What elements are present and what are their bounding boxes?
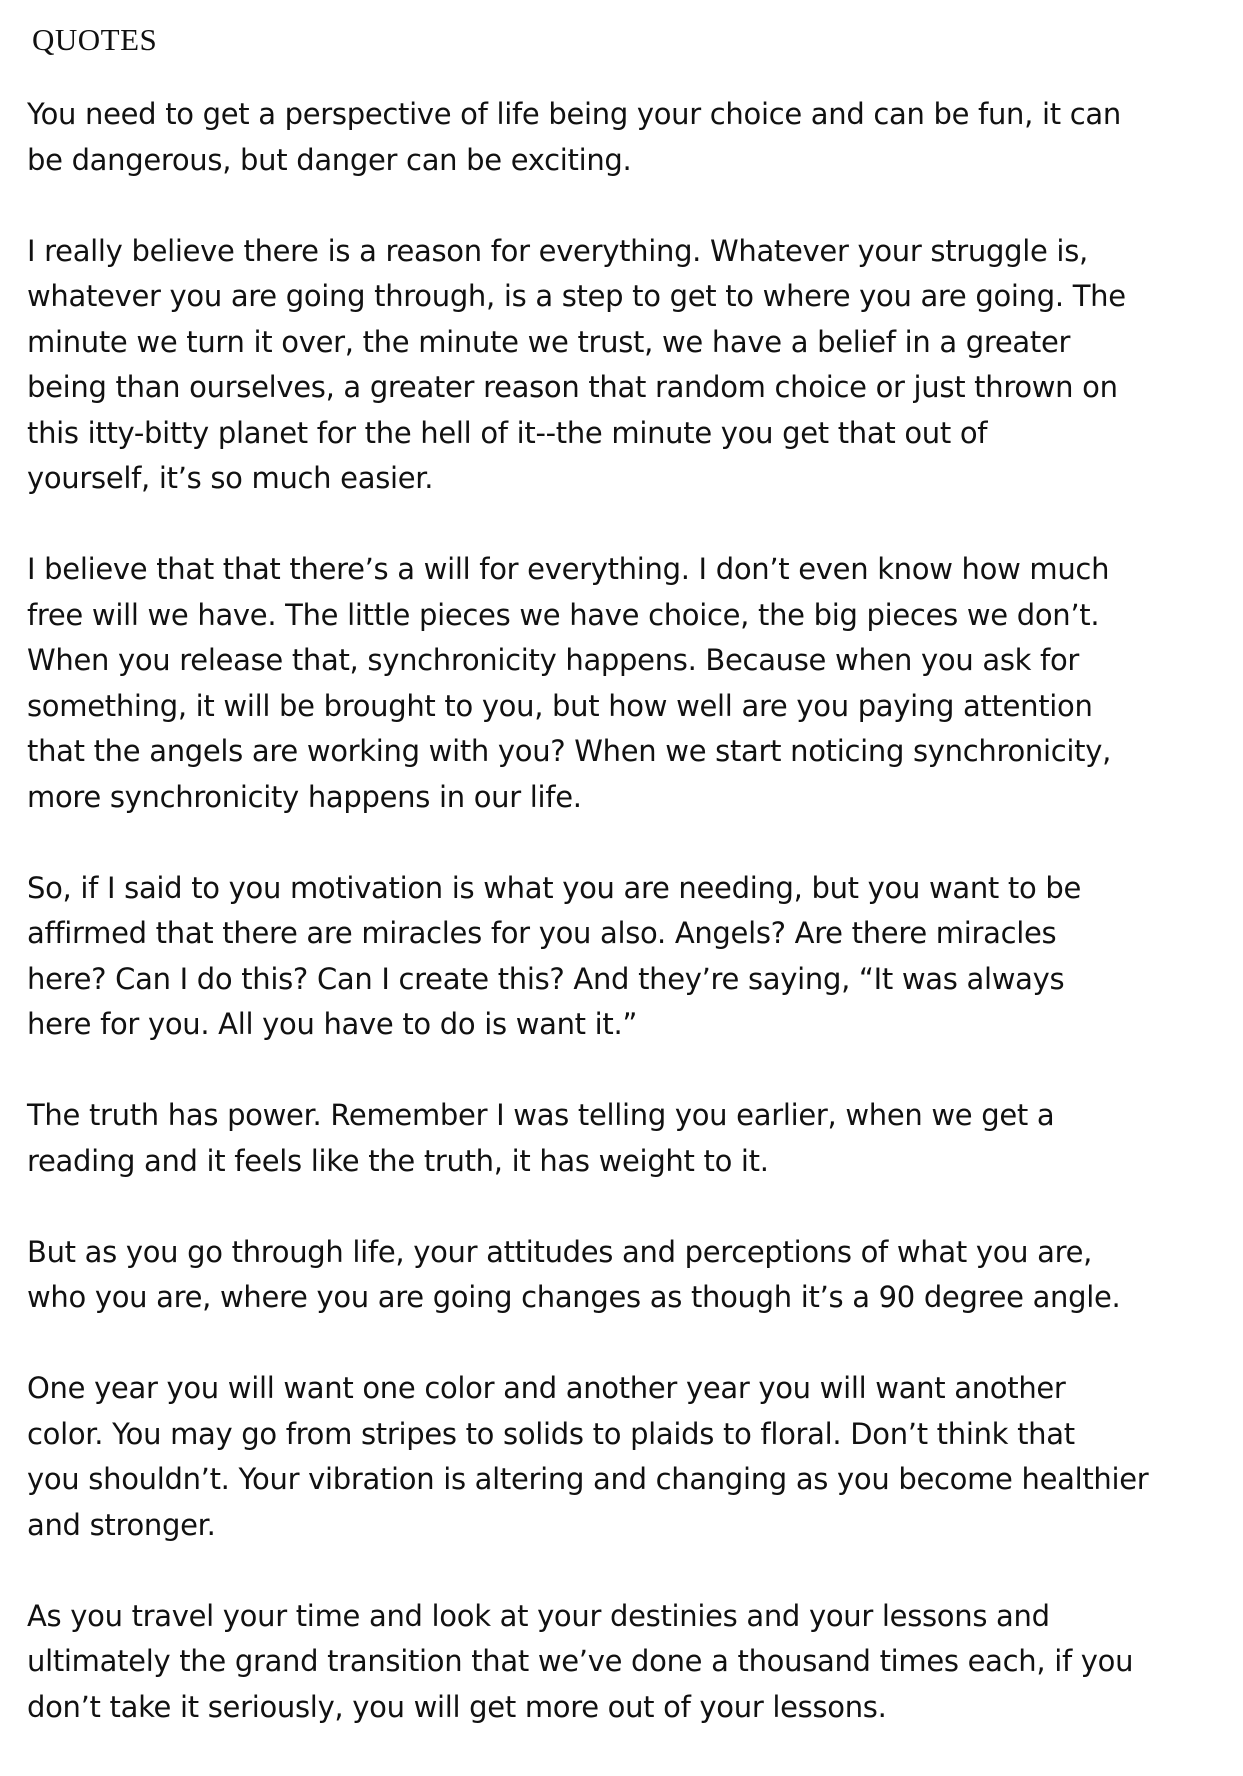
quote-paragraph: You need to get a perspective of life being your choice and can be fun, it can be dangerous, but danger can be exciting. bbox=[27, 97, 1121, 177]
quote-paragraph: But as you go through life, your attitudes and perceptions of what you are, who you are, where you are going changes as though it’s a 90 degree angle. bbox=[27, 1234, 1121, 1314]
page-heading: QUOTES bbox=[32, 22, 158, 57]
quote-paragraph: One year you will want one color and another year you will want another color. You may go from stripes to solids to plaids to floral. Don’t think that you shouldn’t. Your vibration is altering and changing as you become healthier and stronger. bbox=[27, 1371, 1149, 1542]
quote-paragraph: So, if I said to you motivation is what you are needing, but you want to be affirmed that there are miracles for you also. Angels? Are there miracles here? Can I do this? Can I create this? And they’re saying, “It was always here for you. All you have to do is want it.” bbox=[27, 870, 1081, 1041]
quotes-body bbox=[27, 92, 1227, 1776]
quote-paragraph: I really believe there is a reason for everything. Whatever your struggle is, whatever you are going through, is a step to get to where you are going. The minute we turn it over, the minute we trust, we have a belief in a greater being than ourselves, a greater reason that random choice or just thrown on this itty-bitty planet for the hell of it--the minute you get that out of yourself, it’s so much easier. bbox=[27, 233, 1126, 495]
quote-paragraph: As you travel your time and look at your destinies and your lessons and ultimately the grand transition that we’ve done a thousand times each, if you don’t take it seriously, you will get more out of your lessons. bbox=[27, 1598, 1134, 1724]
quote-paragraph: I believe that that there’s a will for everything. I don’t even know how much free will we have. The little pieces we have choice, the big pieces we don’t. When you release that, synchronicity happens. Because when you ask for something, it will be brought to you, but how well are you paying attention that the angels are working with you? When we start noticing synchronicity, more synchronicity happens in our life. bbox=[27, 552, 1111, 814]
quote-paragraph: The truth has power. Remember I was telling you earlier, when we get a reading and it feels like the truth, it has weight to it. bbox=[27, 1098, 1055, 1178]
